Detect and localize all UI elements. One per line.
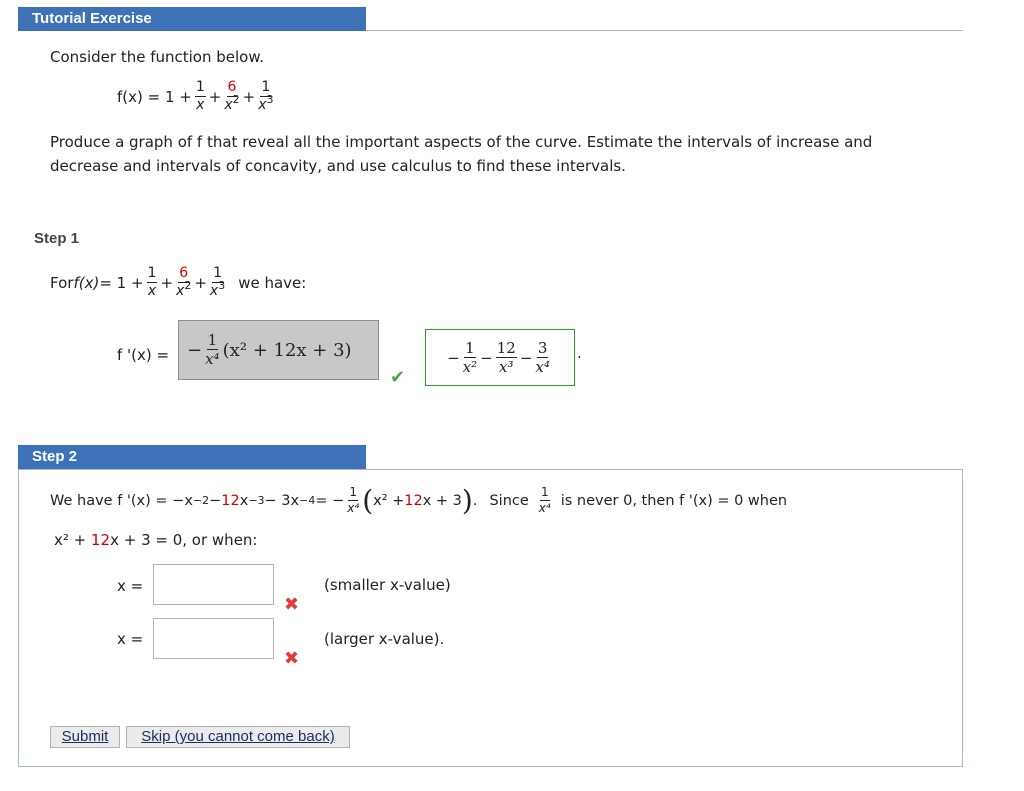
x1-label: x = [117,577,144,595]
answer-fraction: $\frac{1}{\text{x⁴}}$ [205,331,220,368]
fprime-label: f '(x) = [117,346,170,364]
submit-button[interactable]: Submit [50,726,120,748]
smaller-x-input[interactable] [153,564,274,605]
step1-for-line: For f(x) = 1 + $\frac{1}{x}$ + $\frac{6}{x^2}$ + $\frac{1}{x^3}$ we have: [50,265,307,299]
step2-equation-line: x² + 12x + 3 = 0, or when: [54,531,258,549]
correct-check-icon: ✔ [390,367,406,388]
incorrect-x-icon: ✖ [284,648,300,669]
step2-title: Step 2 [32,448,78,465]
tutorial-title: Tutorial Exercise [32,10,152,27]
intro-consider: Consider the function below. [50,48,265,66]
answer-expression: (x² + 12x + 3) [222,339,352,361]
header-divider [366,30,963,31]
step2-header [18,445,366,469]
frac-1-over-x3: $\frac{1}{x^3}$ [258,79,274,113]
larger-x-input[interactable] [153,618,274,659]
frac-1-over-x: $\frac{1}{x}$ [195,79,205,113]
derivative-answer-field[interactable]: − $\frac{1}{\text{x⁴}}$ (x² + 12x + 3) [178,320,379,380]
fx-lhs: f(x) = 1 + [117,87,192,106]
incorrect-x-icon: ✖ [284,594,300,615]
frac-6-over-x2: $\frac{6}{x^2}$ [224,79,240,113]
step1-title: Step 1 [34,230,80,247]
larger-x-hint: (larger x-value). [324,630,445,648]
x2-label: x = [117,630,144,648]
task-line-2: decrease and intervals of concavity, and use calculus to find these intervals. [50,157,626,175]
task-line-1: Produce a graph of f that reveal all the important aspects of the curve. Estimate the intervals of increase and [50,133,873,151]
smaller-x-hint: (smaller x-value) [324,576,451,594]
skip-button[interactable]: Skip (you cannot come back) [126,726,350,748]
step1-period: . [577,344,582,362]
step2-derivative-line: We have f '(x) = −x −2 − 12 x −3 − 3x −4 = − $\frac{1}{\text{x⁴}}$ ( x² + 12 x + 3 ) . Since $\frac{1}{\text{x⁴}}$ is never 0, then f '(x) = 0 when [50,483,788,517]
correct-answer-box: − $\frac{1}{\text{x²}}$ − $\frac{12}{\text{x³}}$ − $\frac{3}{\text{x⁴}}$ [425,329,575,386]
tutorial-header [18,7,366,31]
function-definition: f(x) = 1 + $\frac{1}{x}$ + $\frac{6}{x^2}$ + $\frac{1}{x^3}$ [117,79,274,113]
